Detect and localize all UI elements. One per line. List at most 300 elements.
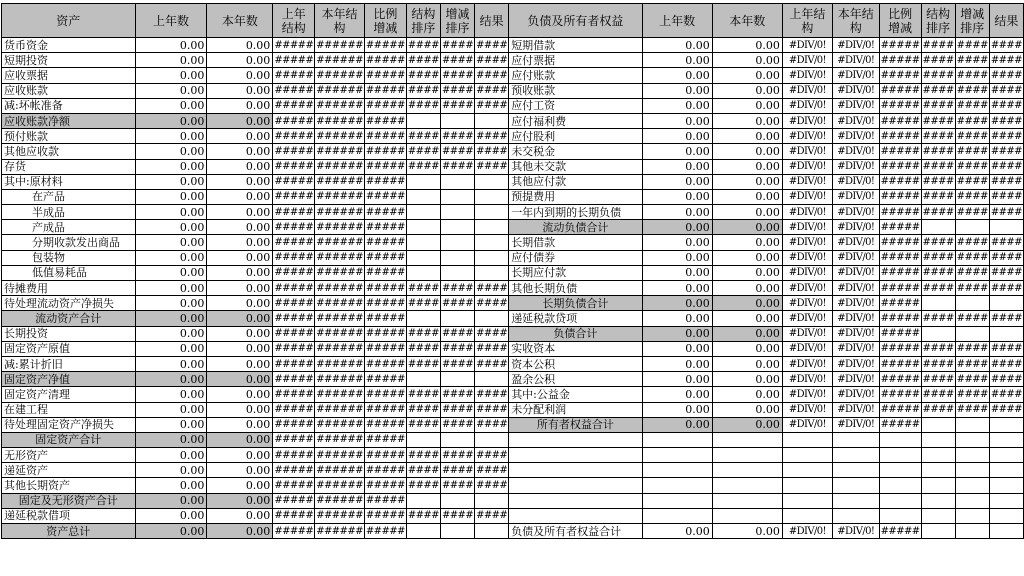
right-value-cell[interactable]: ##### [879, 265, 921, 280]
right-value-cell[interactable] [642, 493, 712, 508]
left-value-cell[interactable]: ##### [364, 341, 406, 356]
left-value-cell[interactable]: ###### [315, 508, 365, 523]
left-item-label[interactable]: 分期收款发出商品 [2, 235, 136, 250]
right-value-cell[interactable]: #### [921, 281, 955, 296]
left-value-cell[interactable] [406, 205, 440, 220]
left-value-cell[interactable]: 0.00 [207, 98, 273, 113]
left-value-cell[interactable]: #### [475, 159, 509, 174]
left-value-cell[interactable]: 0.00 [135, 417, 207, 432]
right-value-cell[interactable] [879, 508, 921, 523]
right-value-cell[interactable]: 0.00 [642, 38, 712, 53]
right-value-cell[interactable]: #DIV/0! [782, 68, 832, 83]
right-value-cell[interactable]: ##### [879, 98, 921, 113]
left-value-cell[interactable] [475, 250, 509, 265]
right-value-cell[interactable]: #DIV/0! [832, 68, 879, 83]
left-value-cell[interactable]: ###### [315, 524, 365, 539]
right-value-cell[interactable]: ##### [879, 129, 921, 144]
left-value-cell[interactable]: 0.00 [135, 220, 207, 235]
left-item-label[interactable]: 资产总计 [2, 524, 136, 539]
left-value-cell[interactable]: ##### [364, 524, 406, 539]
right-value-cell[interactable]: ##### [879, 250, 921, 265]
right-value-cell[interactable]: #### [921, 129, 955, 144]
left-value-cell[interactable]: 0.00 [207, 448, 273, 463]
right-value-cell[interactable]: #DIV/0! [782, 356, 832, 371]
right-value-cell[interactable]: ##### [879, 281, 921, 296]
left-item-label[interactable]: 减:累计折旧 [2, 356, 136, 371]
right-value-cell[interactable]: ##### [879, 341, 921, 356]
right-value-cell[interactable] [712, 493, 782, 508]
right-value-cell[interactable] [832, 448, 879, 463]
left-value-cell[interactable]: 0.00 [135, 448, 207, 463]
left-value-cell[interactable]: 0.00 [207, 144, 273, 159]
right-value-cell[interactable]: ##### [879, 68, 921, 83]
right-item-label[interactable]: 应付账款 [509, 68, 642, 83]
right-value-cell[interactable]: #### [955, 235, 989, 250]
left-value-cell[interactable]: #### [475, 53, 509, 68]
left-value-cell[interactable]: 0.00 [207, 38, 273, 53]
right-value-cell[interactable]: #### [921, 205, 955, 220]
right-value-cell[interactable]: #DIV/0! [832, 311, 879, 326]
right-value-cell[interactable]: #### [955, 356, 989, 371]
right-value-cell[interactable]: #DIV/0! [782, 250, 832, 265]
right-value-cell[interactable]: 0.00 [642, 356, 712, 371]
left-value-cell[interactable]: #### [406, 53, 440, 68]
left-item-label[interactable]: 待处理流动资产净损失 [2, 296, 136, 311]
left-value-cell[interactable]: #### [406, 68, 440, 83]
right-value-cell[interactable]: #### [921, 98, 955, 113]
left-value-cell[interactable] [440, 235, 474, 250]
right-item-label[interactable]: 其他未交款 [509, 159, 642, 174]
right-item-label[interactable] [509, 463, 642, 478]
right-value-cell[interactable]: #### [955, 311, 989, 326]
left-value-cell[interactable]: 0.00 [207, 478, 273, 493]
right-value-cell[interactable]: 0.00 [642, 159, 712, 174]
left-value-cell[interactable]: ##### [273, 387, 315, 402]
left-value-cell[interactable]: 0.00 [135, 508, 207, 523]
right-value-cell[interactable] [921, 432, 955, 447]
left-value-cell[interactable] [406, 113, 440, 128]
right-value-cell[interactable]: #### [989, 189, 1023, 204]
right-value-cell[interactable]: ##### [879, 235, 921, 250]
left-item-label[interactable]: 应收票据 [2, 68, 136, 83]
left-value-cell[interactable] [475, 524, 509, 539]
right-value-cell[interactable]: 0.00 [642, 113, 712, 128]
right-value-cell[interactable]: #DIV/0! [782, 205, 832, 220]
right-item-label[interactable]: 其他长期负债 [509, 281, 642, 296]
left-value-cell[interactable]: ###### [315, 417, 365, 432]
right-value-cell[interactable]: #### [921, 144, 955, 159]
left-value-cell[interactable]: ##### [273, 281, 315, 296]
right-item-label[interactable]: 流动负债合计 [509, 220, 642, 235]
right-value-cell[interactable]: 0.00 [712, 83, 782, 98]
left-value-cell[interactable]: 0.00 [207, 68, 273, 83]
left-value-cell[interactable]: #### [406, 129, 440, 144]
right-value-cell[interactable]: 0.00 [712, 281, 782, 296]
right-value-cell[interactable]: #### [921, 174, 955, 189]
left-value-cell[interactable]: 0.00 [207, 53, 273, 68]
right-value-cell[interactable] [879, 463, 921, 478]
right-value-cell[interactable]: 0.00 [642, 189, 712, 204]
right-value-cell[interactable] [921, 524, 955, 539]
left-value-cell[interactable]: #### [440, 417, 474, 432]
left-value-cell[interactable]: #### [475, 448, 509, 463]
left-item-label[interactable]: 其中:原材料 [2, 174, 136, 189]
right-value-cell[interactable]: 0.00 [642, 83, 712, 98]
right-value-cell[interactable] [712, 448, 782, 463]
right-value-cell[interactable] [955, 463, 989, 478]
left-value-cell[interactable]: #### [406, 326, 440, 341]
right-value-cell[interactable]: 0.00 [642, 281, 712, 296]
right-value-cell[interactable]: ##### [879, 159, 921, 174]
right-value-cell[interactable]: #### [989, 129, 1023, 144]
right-value-cell[interactable]: #DIV/0! [782, 326, 832, 341]
right-value-cell[interactable]: 0.00 [712, 129, 782, 144]
right-value-cell[interactable]: #### [955, 83, 989, 98]
right-value-cell[interactable]: #### [955, 402, 989, 417]
left-item-label[interactable]: 存货 [2, 159, 136, 174]
left-value-cell[interactable] [406, 189, 440, 204]
left-value-cell[interactable]: ##### [364, 478, 406, 493]
left-value-cell[interactable]: #### [475, 68, 509, 83]
right-value-cell[interactable]: #### [955, 281, 989, 296]
left-value-cell[interactable]: 0.00 [207, 326, 273, 341]
right-value-cell[interactable]: #DIV/0! [782, 189, 832, 204]
right-value-cell[interactable]: #### [989, 83, 1023, 98]
left-value-cell[interactable]: ##### [273, 311, 315, 326]
right-value-cell[interactable] [642, 508, 712, 523]
right-value-cell[interactable]: #### [955, 250, 989, 265]
left-value-cell[interactable]: ##### [273, 98, 315, 113]
left-item-label[interactable]: 其他应收款 [2, 144, 136, 159]
right-value-cell[interactable]: 0.00 [642, 265, 712, 280]
right-value-cell[interactable]: #DIV/0! [782, 38, 832, 53]
left-value-cell[interactable]: #### [440, 144, 474, 159]
left-value-cell[interactable] [475, 220, 509, 235]
right-value-cell[interactable] [955, 326, 989, 341]
left-value-cell[interactable] [440, 250, 474, 265]
left-value-cell[interactable]: ###### [315, 265, 365, 280]
right-value-cell[interactable] [955, 220, 989, 235]
left-value-cell[interactable]: ###### [315, 326, 365, 341]
right-value-cell[interactable] [879, 432, 921, 447]
right-value-cell[interactable]: #DIV/0! [782, 144, 832, 159]
left-value-cell[interactable]: ##### [273, 205, 315, 220]
right-value-cell[interactable] [989, 220, 1023, 235]
right-value-cell[interactable]: ##### [879, 205, 921, 220]
left-value-cell[interactable]: 0.00 [135, 356, 207, 371]
right-value-cell[interactable]: ##### [879, 220, 921, 235]
left-value-cell[interactable]: ##### [273, 174, 315, 189]
right-value-cell[interactable]: #DIV/0! [832, 402, 879, 417]
right-value-cell[interactable]: #### [921, 68, 955, 83]
right-value-cell[interactable]: #### [989, 372, 1023, 387]
right-value-cell[interactable]: #DIV/0! [782, 113, 832, 128]
left-value-cell[interactable]: 0.00 [135, 387, 207, 402]
left-value-cell[interactable]: #### [475, 38, 509, 53]
right-value-cell[interactable]: #DIV/0! [832, 341, 879, 356]
left-value-cell[interactable]: 0.00 [135, 296, 207, 311]
left-value-cell[interactable] [475, 205, 509, 220]
right-value-cell[interactable]: #DIV/0! [832, 174, 879, 189]
left-value-cell[interactable]: #### [406, 463, 440, 478]
right-value-cell[interactable]: 0.00 [642, 53, 712, 68]
right-value-cell[interactable]: #### [921, 159, 955, 174]
left-value-cell[interactable]: ##### [273, 508, 315, 523]
left-value-cell[interactable]: ##### [273, 478, 315, 493]
right-value-cell[interactable]: 0.00 [642, 417, 712, 432]
right-value-cell[interactable] [712, 432, 782, 447]
left-value-cell[interactable]: ##### [273, 159, 315, 174]
left-value-cell[interactable] [475, 372, 509, 387]
left-value-cell[interactable]: ##### [273, 524, 315, 539]
right-value-cell[interactable] [782, 448, 832, 463]
left-value-cell[interactable]: ##### [364, 174, 406, 189]
right-value-cell[interactable]: 0.00 [712, 356, 782, 371]
right-value-cell[interactable] [989, 493, 1023, 508]
left-value-cell[interactable] [440, 220, 474, 235]
right-value-cell[interactable]: 0.00 [712, 159, 782, 174]
left-item-label[interactable]: 固定资产清理 [2, 387, 136, 402]
right-item-label[interactable]: 应付福利费 [509, 113, 642, 128]
right-value-cell[interactable]: 0.00 [712, 417, 782, 432]
left-value-cell[interactable] [440, 265, 474, 280]
right-value-cell[interactable]: #### [989, 113, 1023, 128]
left-value-cell[interactable]: ###### [315, 144, 365, 159]
left-value-cell[interactable] [440, 189, 474, 204]
right-value-cell[interactable]: #### [989, 38, 1023, 53]
right-value-cell[interactable] [921, 448, 955, 463]
right-value-cell[interactable]: #### [989, 144, 1023, 159]
right-value-cell[interactable] [989, 463, 1023, 478]
left-value-cell[interactable]: ##### [364, 98, 406, 113]
right-value-cell[interactable] [832, 463, 879, 478]
right-item-label[interactable]: 其中:公益金 [509, 387, 642, 402]
right-value-cell[interactable] [955, 508, 989, 523]
left-value-cell[interactable]: ##### [364, 432, 406, 447]
left-item-label[interactable]: 货币资金 [2, 38, 136, 53]
right-value-cell[interactable]: #### [955, 113, 989, 128]
right-value-cell[interactable] [989, 448, 1023, 463]
right-value-cell[interactable]: 0.00 [712, 189, 782, 204]
left-value-cell[interactable]: #### [475, 508, 509, 523]
left-value-cell[interactable]: 0.00 [135, 341, 207, 356]
right-value-cell[interactable]: 0.00 [642, 372, 712, 387]
left-value-cell[interactable]: 0.00 [135, 265, 207, 280]
left-item-label[interactable]: 递延资产 [2, 463, 136, 478]
right-value-cell[interactable]: #DIV/0! [782, 387, 832, 402]
left-value-cell[interactable]: ##### [364, 83, 406, 98]
left-value-cell[interactable]: ##### [364, 235, 406, 250]
right-value-cell[interactable]: #### [921, 311, 955, 326]
right-value-cell[interactable] [832, 493, 879, 508]
right-value-cell[interactable]: 0.00 [712, 205, 782, 220]
right-value-cell[interactable]: 0.00 [712, 144, 782, 159]
right-value-cell[interactable]: #DIV/0! [782, 235, 832, 250]
left-value-cell[interactable]: #### [440, 83, 474, 98]
right-value-cell[interactable] [782, 478, 832, 493]
left-value-cell[interactable]: #### [440, 402, 474, 417]
left-item-label[interactable]: 流动资产合计 [2, 311, 136, 326]
right-value-cell[interactable]: #DIV/0! [782, 281, 832, 296]
left-value-cell[interactable]: 0.00 [207, 417, 273, 432]
right-value-cell[interactable]: ##### [879, 296, 921, 311]
left-value-cell[interactable]: 0.00 [135, 38, 207, 53]
right-value-cell[interactable]: ##### [879, 402, 921, 417]
right-value-cell[interactable]: #DIV/0! [782, 372, 832, 387]
right-value-cell[interactable]: #### [989, 68, 1023, 83]
right-value-cell[interactable] [642, 478, 712, 493]
left-value-cell[interactable] [440, 493, 474, 508]
right-value-cell[interactable] [921, 478, 955, 493]
right-value-cell[interactable]: 0.00 [642, 326, 712, 341]
left-value-cell[interactable]: ##### [364, 220, 406, 235]
left-item-label[interactable]: 半成品 [2, 205, 136, 220]
left-value-cell[interactable]: #### [440, 98, 474, 113]
right-value-cell[interactable]: #DIV/0! [832, 83, 879, 98]
left-value-cell[interactable]: ##### [273, 68, 315, 83]
right-value-cell[interactable]: #### [921, 53, 955, 68]
left-value-cell[interactable]: ##### [273, 38, 315, 53]
right-value-cell[interactable]: #### [955, 189, 989, 204]
right-value-cell[interactable]: 0.00 [712, 98, 782, 113]
right-value-cell[interactable]: 0.00 [642, 220, 712, 235]
right-item-label[interactable] [509, 493, 642, 508]
left-item-label[interactable]: 产成品 [2, 220, 136, 235]
left-value-cell[interactable] [406, 235, 440, 250]
right-value-cell[interactable]: #### [955, 265, 989, 280]
right-value-cell[interactable]: #### [989, 174, 1023, 189]
right-value-cell[interactable]: #DIV/0! [832, 53, 879, 68]
left-value-cell[interactable] [440, 372, 474, 387]
right-value-cell[interactable]: #### [989, 250, 1023, 265]
left-value-cell[interactable]: ###### [315, 448, 365, 463]
left-value-cell[interactable]: 0.00 [135, 493, 207, 508]
right-value-cell[interactable]: ##### [879, 113, 921, 128]
right-value-cell[interactable]: #DIV/0! [832, 144, 879, 159]
left-value-cell[interactable]: 0.00 [207, 174, 273, 189]
right-value-cell[interactable]: #### [989, 341, 1023, 356]
right-value-cell[interactable] [782, 432, 832, 447]
right-item-label[interactable]: 应付股利 [509, 129, 642, 144]
right-value-cell[interactable] [921, 326, 955, 341]
left-value-cell[interactable]: #### [440, 326, 474, 341]
right-value-cell[interactable]: 0.00 [642, 144, 712, 159]
left-value-cell[interactable] [475, 189, 509, 204]
left-value-cell[interactable]: ###### [315, 281, 365, 296]
left-value-cell[interactable]: 0.00 [135, 281, 207, 296]
right-value-cell[interactable]: ##### [879, 144, 921, 159]
left-value-cell[interactable]: ##### [364, 205, 406, 220]
right-value-cell[interactable]: #### [955, 38, 989, 53]
right-item-label[interactable]: 其他应付款 [509, 174, 642, 189]
left-value-cell[interactable]: 0.00 [207, 205, 273, 220]
right-value-cell[interactable]: ##### [879, 38, 921, 53]
right-item-label[interactable]: 负债及所有者权益合计 [509, 524, 642, 539]
right-value-cell[interactable]: #### [921, 341, 955, 356]
right-value-cell[interactable] [921, 417, 955, 432]
left-value-cell[interactable]: #### [406, 402, 440, 417]
left-value-cell[interactable] [475, 311, 509, 326]
right-value-cell[interactable]: #### [921, 83, 955, 98]
right-value-cell[interactable]: ##### [879, 83, 921, 98]
right-value-cell[interactable]: #DIV/0! [782, 296, 832, 311]
left-value-cell[interactable] [440, 524, 474, 539]
right-value-cell[interactable]: 0.00 [642, 68, 712, 83]
left-value-cell[interactable]: ##### [273, 235, 315, 250]
left-value-cell[interactable]: #### [475, 129, 509, 144]
right-value-cell[interactable]: 0.00 [642, 524, 712, 539]
right-value-cell[interactable]: 0.00 [712, 38, 782, 53]
left-item-label[interactable]: 应收账款净额 [2, 113, 136, 128]
right-value-cell[interactable]: #### [921, 113, 955, 128]
right-value-cell[interactable] [955, 432, 989, 447]
left-value-cell[interactable]: ##### [273, 250, 315, 265]
left-value-cell[interactable] [475, 174, 509, 189]
right-value-cell[interactable] [712, 478, 782, 493]
left-value-cell[interactable]: ##### [364, 372, 406, 387]
right-value-cell[interactable]: #DIV/0! [832, 265, 879, 280]
left-value-cell[interactable]: 0.00 [135, 174, 207, 189]
right-value-cell[interactable]: 0.00 [712, 402, 782, 417]
left-value-cell[interactable]: ##### [273, 265, 315, 280]
left-value-cell[interactable]: 0.00 [207, 235, 273, 250]
right-value-cell[interactable]: #### [989, 402, 1023, 417]
right-item-label[interactable] [509, 432, 642, 447]
left-value-cell[interactable]: ##### [273, 113, 315, 128]
right-value-cell[interactable] [921, 220, 955, 235]
left-value-cell[interactable] [440, 311, 474, 326]
right-value-cell[interactable]: #DIV/0! [782, 417, 832, 432]
left-value-cell[interactable]: 0.00 [207, 265, 273, 280]
right-value-cell[interactable]: #### [955, 68, 989, 83]
right-value-cell[interactable]: #### [955, 98, 989, 113]
left-value-cell[interactable]: 0.00 [135, 53, 207, 68]
right-value-cell[interactable]: 0.00 [712, 53, 782, 68]
left-value-cell[interactable]: ##### [364, 493, 406, 508]
right-value-cell[interactable]: 0.00 [642, 205, 712, 220]
right-value-cell[interactable]: #DIV/0! [782, 53, 832, 68]
right-value-cell[interactable]: #### [989, 311, 1023, 326]
left-value-cell[interactable]: ##### [364, 417, 406, 432]
right-item-label[interactable]: 盈余公积 [509, 372, 642, 387]
left-value-cell[interactable]: 0.00 [135, 83, 207, 98]
left-value-cell[interactable] [440, 113, 474, 128]
left-value-cell[interactable]: ##### [364, 508, 406, 523]
left-item-label[interactable]: 固定资产合计 [2, 432, 136, 447]
left-value-cell[interactable]: 0.00 [135, 463, 207, 478]
right-value-cell[interactable]: #DIV/0! [782, 341, 832, 356]
left-value-cell[interactable]: ##### [273, 83, 315, 98]
left-value-cell[interactable]: #### [440, 387, 474, 402]
left-value-cell[interactable]: ###### [315, 432, 365, 447]
left-value-cell[interactable] [475, 432, 509, 447]
left-value-cell[interactable]: #### [440, 478, 474, 493]
right-value-cell[interactable]: #DIV/0! [832, 220, 879, 235]
left-value-cell[interactable]: ###### [315, 129, 365, 144]
right-value-cell[interactable]: 0.00 [642, 129, 712, 144]
left-value-cell[interactable]: #### [440, 296, 474, 311]
right-value-cell[interactable]: 0.00 [642, 235, 712, 250]
left-value-cell[interactable]: ###### [315, 38, 365, 53]
left-value-cell[interactable]: #### [475, 326, 509, 341]
right-value-cell[interactable] [955, 524, 989, 539]
right-item-label[interactable]: 实收资本 [509, 341, 642, 356]
left-value-cell[interactable]: ##### [364, 113, 406, 128]
left-value-cell[interactable]: ##### [364, 448, 406, 463]
left-value-cell[interactable]: ###### [315, 174, 365, 189]
left-value-cell[interactable]: ##### [273, 402, 315, 417]
left-value-cell[interactable]: ##### [273, 463, 315, 478]
